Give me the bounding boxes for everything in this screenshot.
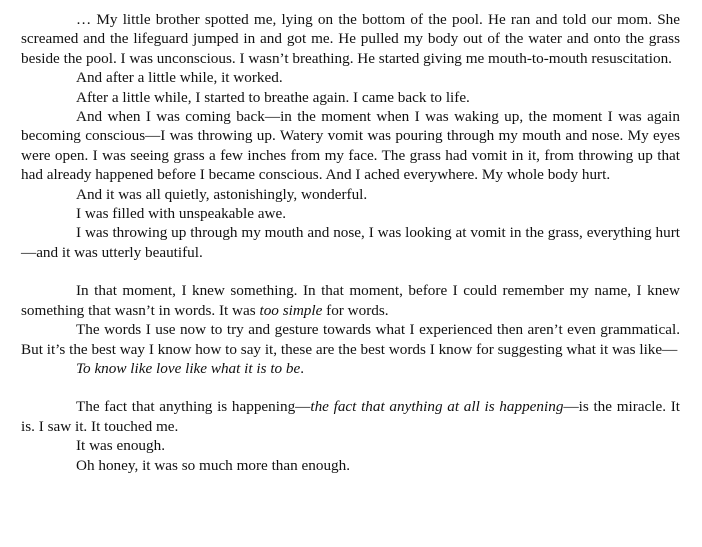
paragraph-it-worked: And after a little while, it worked. [76,69,283,87]
paragraph-awe: I was filled with unspeakable awe. [76,205,287,223]
paragraph-the-miracle [21,397,680,436]
text-run: for words. [322,301,389,319]
italic-run: To know like love like what it is to be [76,359,301,377]
italic-run: too simple [259,301,323,319]
paragraph-to-know [21,359,680,378]
paragraph-breathe-again: After a little while, I started to breathe again. I came back to life. [76,88,470,106]
text-run: In that moment, I knew something. In that moment, before I could remember my name, I knew something that wasn’t in words. It was [21,282,680,319]
paragraph-utterly-beautiful: I was throwing up through my mouth and nose, I was looking at vomit in the grass, everything hurt—and it was utterly beautiful. [21,224,680,261]
paragraph-pool: … My little brother spotted me, lying on the bottom of the pool. He ran and told our mom. She screamed and the lifeguard jumped in and got me. He pulled my body out of the water and onto the grass beside the pool. I was unconscious. I wasn’t breathing. He started giving me mouth-to-mouth resuscitation. [21,11,680,67]
section-gap [21,262,680,281]
paragraph-wonderful: And it was all quietly, astonishingly, wonderful. [76,185,368,203]
paragraph-knew-something [21,281,680,320]
italic-run: the fact that anything at all is happening [310,398,564,416]
text-run: . [300,359,305,377]
section-gap [21,378,680,397]
paragraph-words-i-use: The words I use now to try and gesture towards what I experienced then aren’t even grammatical. But it’s the best way I know how to say it, these are the best words I know for suggesting what it was like— [21,321,680,358]
paragraph-more-than-enough: Oh honey, it was so much more than enough. [76,456,351,474]
text-run: —is the miracle. It is. I saw it. It touched me. [21,398,681,435]
paragraph-enough: It was enough. [76,437,165,455]
paragraph-coming-back: And when I was coming back—in the moment when I was waking up, the moment I was again becoming conscious—I was throwing up. Watery vomit was pouring through my mouth and nose. My eyes were open. I was seeing grass a few inches from my face. The grass had vomit in it, from throwing up that had already happened before I became conscious. And I ached everywhere. My whole body hurt. [21,108,680,184]
text-run: The fact that anything is happening— [76,398,311,416]
